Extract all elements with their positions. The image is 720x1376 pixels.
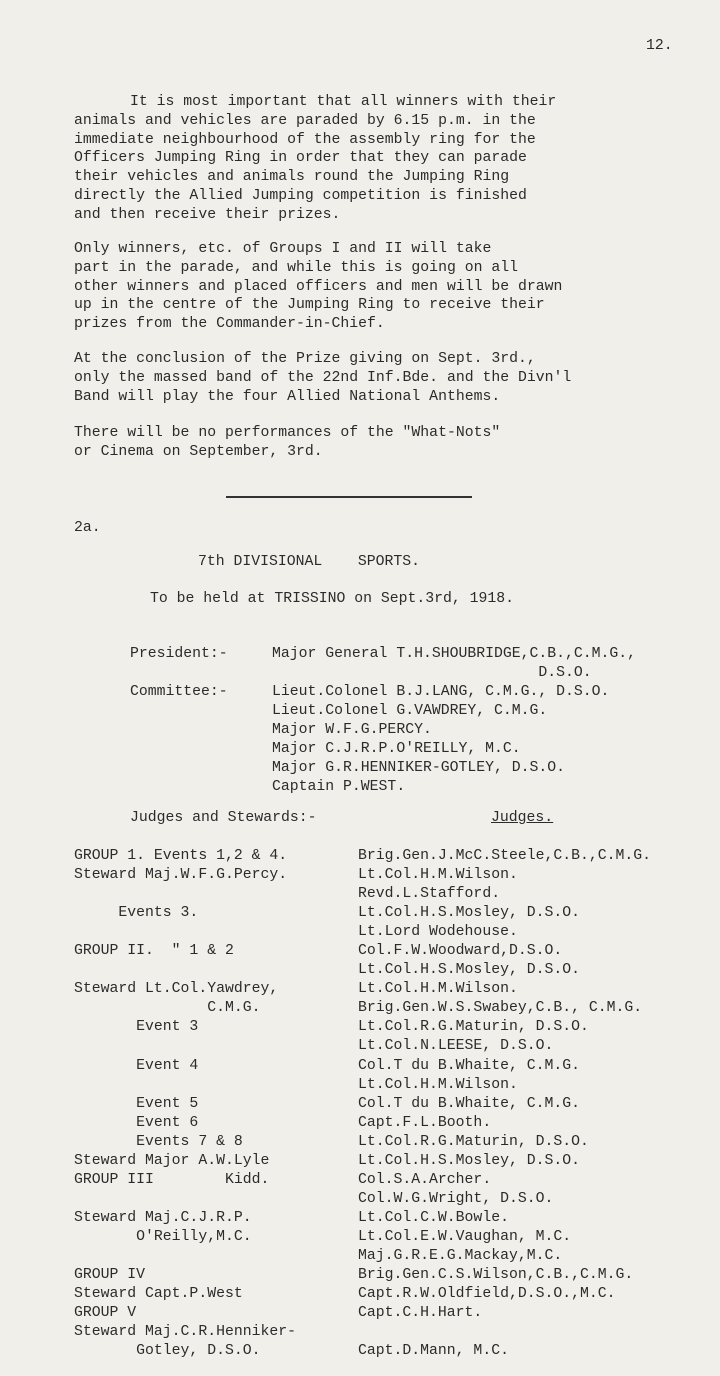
separator-rule bbox=[226, 496, 472, 498]
groups-stewards-column: GROUP 1. Events 1,2 & 4. Steward Maj.W.F.G.Percy. Events 3. GROUP II. " 1 & 2 Steward Lt.Col.Yawdrey, C.M.G. Event 3 Event 4 Event 5 Event 6 Events 7 & 8 Steward Major A.W.Lyle GROUP III Kidd. Steward Maj.C.J.R.P. O'Reilly,M.C. GROUP IV Steward Capt.P.West GROUP V Steward Maj.C.R.Henniker- Gotley, D.S.O. bbox=[74, 848, 296, 1360]
document-title: 7th DIVISIONAL SPORTS. bbox=[198, 554, 420, 570]
committee-label: Committee:- bbox=[130, 684, 228, 700]
page-number: 12. bbox=[646, 38, 673, 54]
judges-heading: Judges. bbox=[491, 810, 554, 826]
section-number: 2a. bbox=[74, 520, 101, 536]
president-label: President:- bbox=[130, 646, 228, 662]
paragraph-parade-instructions: It is most important that all winners with their animals and vehicles are paraded by 6.15 p.m. in the immediate neighbourhood of the assembly ring for the Officers Jumping Ring in order that they can parade their vehicles and animals round the Jumping Ring directly the Allied Jumping competition is finished and then receive their prizes. bbox=[74, 94, 557, 223]
judges-column: Brig.Gen.J.McC.Steele,C.B.,C.M.G. Lt.Col.H.M.Wilson. Revd.L.Stafford. Lt.Col.H.S.Mosley, D.S.O. Lt.Lord Wodehouse. Col.F.W.Woodward,D.S.O. Lt.Col.H.S.Mosley, D.S.O. Lt.Col.H.M.Wilson. Brig.Gen.W.S.Swabey,C.B., C.M.G. Lt.Col.R.G.Maturin, D.S.O. Lt.Col.N.LEESE, D.S.O. Col.T du B.Whaite, C.M.G. Lt.Col.H.M.Wilson. Col.T du B.Whaite, C.M.G. Capt.F.L.Booth. Lt.Col.R.G.Maturin, D.S.O. Lt.Col.H.S.Mosley, D.S.O. Col.S.A.Archer. Col.W.G.Wright, D.S.O. Lt.Col.C.W.Bowle. Lt.Col.E.W.Vaughan, M.C. Maj.G.R.E.G.Mackay,M.C. Brig.Gen.C.S.Wilson,C.B.,C.M.G. Capt.R.W.Oldfield,D.S.O.,M.C. Capt.C.H.Hart. Capt.D.Mann, M.C. bbox=[358, 848, 652, 1360]
judges-stewards-heading: Judges and Stewards:- bbox=[130, 810, 317, 826]
committee-members: Lieut.Colonel B.J.LANG, C.M.G., D.S.O. Lieut.Colonel G.VAWDREY, C.M.G. Major W.F.G.PERCY. Major C.J.R.P.O'REILLY, M.C. Major G.R.HENNIKER-GOTLEY, D.S.O. Captain P.WEST. bbox=[272, 684, 610, 795]
document-subtitle: To be held at TRISSINO on Sept.3rd, 1918. bbox=[150, 591, 515, 607]
paragraph-parade-groups: Only winners, etc. of Groups I and II will take part in the parade, and while this is going on all other winners and placed officers and men will be drawn up in the centre of the Jumping Ring to receive their prizes from the Commander-in-Chief. bbox=[74, 241, 563, 333]
paragraph-no-performances: There will be no performances of the "What-Nots" or Cinema on September, 3rd. bbox=[74, 425, 501, 460]
paragraph-anthems: At the conclusion of the Prize giving on Sept. 3rd., only the massed band of the 22nd Inf.Bde. and the Divn'l Band will play the four Allied National Anthems. bbox=[74, 351, 572, 405]
president-name: Major General T.H.SHOUBRIDGE,C.B.,C.M.G., D.S.O. bbox=[272, 646, 637, 681]
